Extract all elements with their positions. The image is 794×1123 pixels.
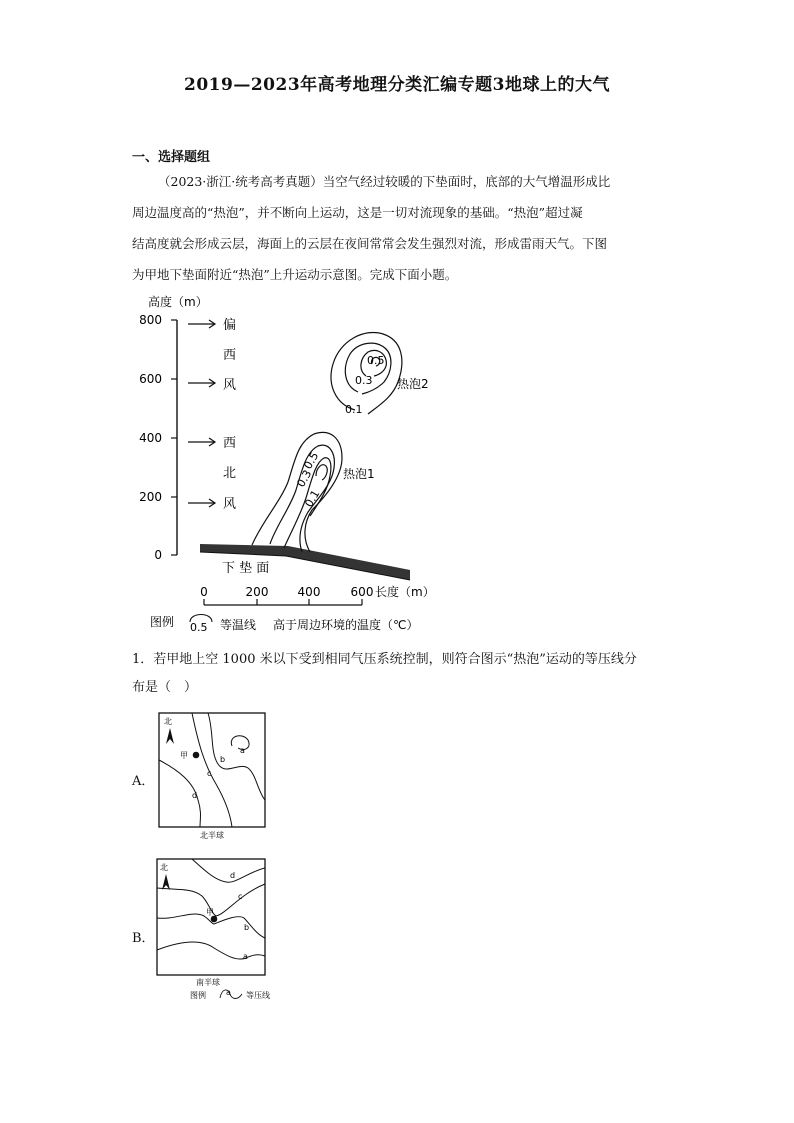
contour-label: 0.5 <box>301 449 322 472</box>
legend-isotherm: 等温线 <box>220 618 257 632</box>
map-caption: 北半球 <box>200 831 224 840</box>
isobar-label: b <box>244 923 250 932</box>
wind-label: 偏 <box>223 318 237 333</box>
question-1 <box>132 646 672 702</box>
thermal-bubble-1 <box>252 432 342 552</box>
legend-desc: 高于周边环境的温度（℃） <box>273 618 419 632</box>
intro-line: 周边温度高的“热泡”，并不断向上运动，这是一切对流现象的基础。“热泡”超过凝 <box>132 205 583 220</box>
page-title: 2019—2023年高考地理分类汇编专题3地球上的大气 <box>184 75 610 95</box>
x-tick-label: 600 <box>350 585 374 599</box>
option-b-label[interactable]: B． <box>132 931 155 946</box>
isobar-label: d <box>230 871 236 880</box>
question-line: 布是（ ） <box>132 680 198 695</box>
bubble-label: 热泡2 <box>397 377 429 391</box>
wind-label: 北 <box>223 466 237 481</box>
north-arrow-icon <box>166 728 174 744</box>
north-label: 北 <box>164 717 172 726</box>
wind-label: 西 <box>223 348 237 363</box>
option-b-map[interactable] <box>156 858 280 1006</box>
north-arrow-icon <box>162 874 170 890</box>
intro-line: 结高度就会形成云层，海面上的云层在夜间常常会发生强烈对流，形成雷雨天气。下图 <box>132 236 608 251</box>
contour-label: 0.1 <box>302 487 323 510</box>
isobar-label: a <box>243 952 248 961</box>
legend-sample: 0.5 <box>190 621 208 634</box>
intro-paragraph <box>132 166 664 290</box>
north-label: 北 <box>160 863 168 872</box>
wind-label: 风 <box>223 378 237 393</box>
bubble-label: 热泡1 <box>343 467 375 481</box>
x-axis-title: 长度（m） <box>375 585 435 599</box>
isobar-label: c <box>207 769 212 778</box>
intro-line: （2023·浙江·统考高考真题）当空气经过较暖的下垫面时，底部的大气增温形成比 <box>158 174 611 189</box>
x-tick-label: 400 <box>297 585 321 599</box>
y-axis-title: 高度（m） <box>148 295 208 309</box>
isobar-label: c <box>238 892 243 901</box>
x-tick-label: 200 <box>245 585 269 599</box>
y-tick-label: 800 <box>139 313 162 327</box>
wind-label: 西 <box>223 436 237 451</box>
x-tick-label: 0 <box>200 585 208 599</box>
legend-sample: a <box>226 988 231 997</box>
isobar-legend-icon <box>220 990 242 999</box>
wind-label: 风 <box>223 497 237 512</box>
y-tick-label: 600 <box>139 372 162 386</box>
point-label: 甲 <box>206 908 214 917</box>
y-tick-label: 200 <box>139 490 162 504</box>
option-a-label[interactable]: A． <box>132 774 155 789</box>
y-tick-label: 0 <box>154 548 162 562</box>
y-tick-label: 400 <box>139 431 162 445</box>
surface-label: 下 垫 面 <box>222 561 270 576</box>
legend-text: 等压线 <box>246 991 270 1000</box>
option-a-map[interactable] <box>158 712 268 842</box>
isobar-label: d <box>192 791 198 800</box>
contour-label: 0.3 <box>355 374 373 387</box>
intro-line: 为甲地下垫面附近“热泡”上升运动示意图。完成下面小题。 <box>132 267 458 282</box>
isobar-label: a <box>240 746 245 755</box>
contour-label: 0.1 <box>345 403 363 416</box>
legend-prefix: 图例 <box>190 991 206 1000</box>
thermal-bubble-figure <box>130 290 460 635</box>
contour-label: 0.3 <box>294 467 315 490</box>
legend-prefix: 图例 <box>150 615 175 629</box>
isobar-label: b <box>220 755 226 764</box>
question-line: 1．若甲地上空 1000 米以下受到相同气压系统控制，则符合图示“热泡”运动的等压线分 <box>132 652 637 667</box>
point-jia <box>193 752 200 759</box>
contour-label: 0.5 <box>367 354 385 367</box>
section-heading: 一、选择题组 <box>132 150 211 165</box>
point-label: 甲 <box>180 751 188 760</box>
map-caption: 南半球 <box>196 978 220 987</box>
